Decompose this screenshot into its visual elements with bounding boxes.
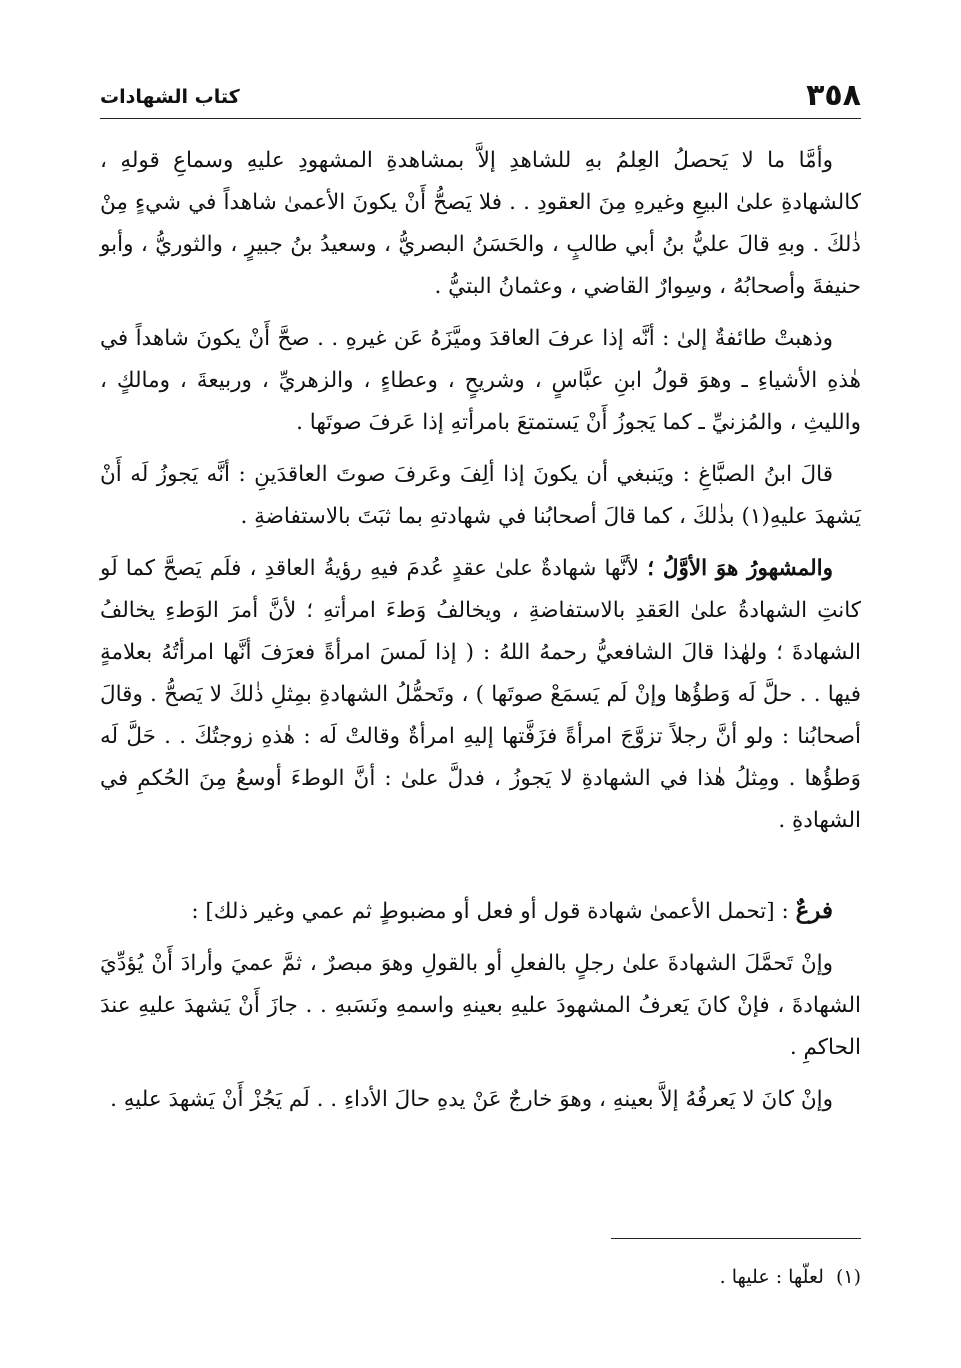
paragraph-4 xyxy=(100,548,861,842)
page-header xyxy=(100,78,861,119)
page-number: ٣٥٨ xyxy=(806,78,861,113)
lead-text: والمشهورُ هوَ الأوَّلُ ؛ xyxy=(647,556,834,581)
paragraph-1: وأمَّا ما لا يَحصلُ العِلمُ بهِ للشاهدِ إلاَّ بمشاهدةِ المشهودِ عليهِ وسماعِ قولهِ ، كالشهادةِ علىٰ البيعِ وغيرهِ مِنَ العقودِ . . فلا يَصحُّ أَنْ يكونَ الأعمىٰ شاهداً في شيءٍ مِنْ ذٰلكَ . وبهِ قالَ عليُّ بنُ أبي طالبٍ ، والحَسَنُ البصريُّ ، وسعيدُ بنُ جبيرٍ ، والثوريُّ ، وأبو حنيفةَ وأصحابُهُ ، وسِوارٌ القاضي ، وعثمانُ البتيُّ . xyxy=(100,148,861,299)
paragraph-6: وإنْ كانَ لا يَعرفُهُ إلاَّ بعينهِ ، وهوَ خارجٌ عَنْ يدهِ حالَ الأداءِ . . لَم يَجُزْ أَنْ يَشهدَ عليهِ . xyxy=(110,1087,833,1112)
footnote-number: (١) xyxy=(835,1266,861,1288)
branch-heading xyxy=(100,890,861,933)
footnote-text: لعلّها : عليها . xyxy=(719,1266,824,1288)
main-text xyxy=(100,140,861,1131)
paragraph-4-body: لأنَّها شهادةٌ علىٰ عقدٍ عُدمَ فيهِ رؤيةُ العاقدِ ، فلَم يَصحَّ كما لَو كانتِ الشهادةُ علىٰ العَقدِ بالاستفاضةِ ، ويخالفُ وَطءَ امرأتهِ ؛ لأنَّ أمرَ الوَطءِ يخالفُ الشهادةَ ؛ ولهٰذا قالَ الشافعيُّ رحمهُ اللهُ : ( إذا لَمسَ امرأةً فعرَفَ أنَّها امرأتُهُ بعلامةٍ فيها . . حلَّ لَه وَطؤُها وإنْ لَم يَسمَعْ صوتَها ) ، وتَحمُّلُ الشهادةِ بمِثلِ ذٰلكَ لا يَصحُّ . وقالَ أصحابُنا : ولو أنَّ رجلاً تزوَّجَ امرأةً فزَفَّتها إليهِ امرأةٌ وقالتْ لَه : هٰذهِ زوجتُكَ . . حَلَّ لَه وَطؤُها . ومِثلُ هٰذا في الشهادةِ لا يَجوزُ ، فدلَّ علىٰ : أنَّ الوطءَ أوسعُ مِنَ الحُكمِ في الشهادةِ . xyxy=(100,556,861,833)
running-title: كتاب الشهادات xyxy=(100,86,240,108)
branch-label: فرعٌ xyxy=(795,897,833,924)
paragraph-5: وإنْ تَحمَّلَ الشهادةَ علىٰ رجلٍ بالفعلِ أو بالقولِ وهوَ مبصرٌ ، ثمَّ عميَ وأرادَ أَنْ يُؤدِّيَ الشهادةَ ، فإنْ كانَ يَعرفُ المشهودَ عليهِ بعينهِ واسمهِ ونَسَبهِ . . جازَ أَنْ يَشهدَ عليهِ عندَ الحاكمِ . xyxy=(100,951,861,1060)
paragraph-3: قالَ ابنُ الصبَّاغِ : ويَنبغي أن يكونَ إذا ألِفَ وعَرفَ صوتَ العاقدَينِ : أنَّه يَجوزُ لَه أَنْ يَشهدَ عليهِ(١) بذٰلكَ ، كما قالَ أصحابُنا في شهادتهِ بما ثبَتَ بالاستفاضةِ . xyxy=(100,462,861,529)
paragraph-2: وذهبتْ طائفةٌ إلىٰ : أنَّه إذا عرفَ العاقدَ وميَّزَهُ عَن غيرهِ . . صحَّ أَنْ يكونَ شاهداً في هٰذهِ الأشياءِ ـ وهوَ قولُ ابنِ عبَّاسٍ ، وشريحٍ ، وعطاءٍ ، والزهريِّ ، وربيعةَ ، ومالكٍ ، والليثِ ، والمُزنيِّ ـ كما يَجوزُ أَنْ يَستمتعَ بامرأتهِ إذا عَرفَ صوتَها . xyxy=(100,326,861,435)
footnote-separator xyxy=(611,1238,861,1239)
branch-title: : [تحمل الأعمىٰ شهادة قول أو فعل أو مضبوطٍ ثم عمي وغير ذلك] : xyxy=(191,899,789,924)
footnote xyxy=(100,1262,861,1292)
